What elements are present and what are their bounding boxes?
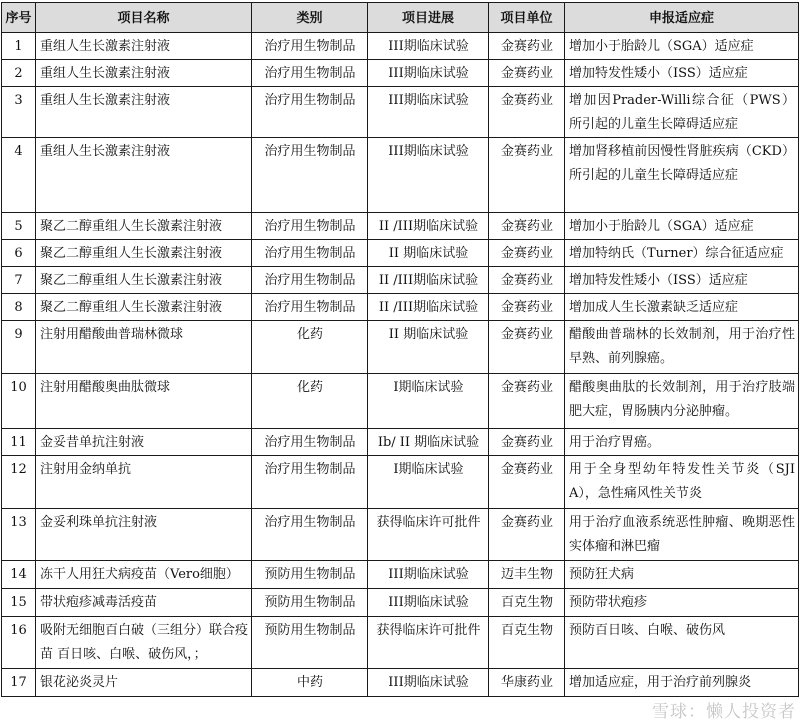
- cell-progress: III期临床试验: [368, 561, 489, 589]
- header-project-name: 项目名称: [36, 3, 252, 33]
- cell-indication: 用于治疗血液系统恶性肿瘤、晚期恶性实体瘤和淋巴瘤: [565, 509, 799, 561]
- table-header-row: [2, 3, 799, 33]
- table-row: [2, 240, 799, 267]
- cell-progress: III期临床试验: [368, 589, 489, 617]
- table-row: [2, 60, 799, 87]
- cell-progress: 获得临床许可批件: [368, 509, 489, 561]
- cell-progress: III期临床试验: [368, 87, 489, 138]
- cell-category: 治疗用生物制品: [252, 33, 368, 60]
- cell-progress: III期临床试验: [368, 60, 489, 87]
- cell-indication: 增加特发性矮小（ISS）适应症: [565, 267, 799, 294]
- cell-indication: 预防带状疱疹: [565, 589, 799, 617]
- cell-unit: 金赛药业: [489, 267, 565, 294]
- table-row: [2, 294, 799, 321]
- cell-indication: 增加特纳氏（Turner）综合征适应症: [565, 240, 799, 267]
- cell-unit: 金赛药业: [489, 374, 565, 429]
- cell-unit: 金赛药业: [489, 240, 565, 267]
- cell-progress: 获得临床许可批件: [368, 617, 489, 669]
- table-row: [2, 267, 799, 294]
- table-row: [2, 87, 799, 138]
- cell-unit: 金赛药业: [489, 429, 565, 456]
- cell-category: 预防用生物制品: [252, 617, 368, 669]
- cell-indication: 醋酸曲普瑞林的长效制剂，用于治疗性早熟、前列腺癌。: [565, 321, 799, 374]
- cell-progress: II /III期临床试验: [368, 213, 489, 240]
- cell-unit: 迈丰生物: [489, 561, 565, 589]
- cell-seq: 9: [2, 321, 36, 374]
- table-row: [2, 589, 799, 617]
- table-row: [2, 33, 799, 60]
- cell-indication: 增加小于胎龄儿（SGA）适应症: [565, 33, 799, 60]
- cell-category: 中药: [252, 669, 368, 697]
- cell-indication: 预防百日咳、白喉、破伤风: [565, 617, 799, 669]
- cell-seq: 16: [2, 617, 36, 669]
- cell-project-name: 冻干人用狂犬病疫苗（Vero细胞）: [36, 561, 252, 589]
- cell-unit: 金赛药业: [489, 321, 565, 374]
- cell-unit: 百克生物: [489, 589, 565, 617]
- table-row: [2, 509, 799, 561]
- cell-seq: 1: [2, 33, 36, 60]
- cell-project-name: 聚乙二醇重组人生长激素注射液: [36, 267, 252, 294]
- cell-project-name: 金妥利珠单抗注射液: [36, 509, 252, 561]
- table-row: [2, 429, 799, 456]
- cell-unit: 金赛药业: [489, 33, 565, 60]
- cell-project-name: 金妥昔单抗注射液: [36, 429, 252, 456]
- cell-project-name: 重组人生长激素注射液: [36, 138, 252, 213]
- cell-category: 治疗用生物制品: [252, 456, 368, 509]
- cell-indication: 增加特发性矮小（ISS）适应症: [565, 60, 799, 87]
- header-category: 类别: [252, 3, 368, 33]
- cell-seq: 15: [2, 589, 36, 617]
- cell-unit: 金赛药业: [489, 138, 565, 213]
- cell-seq: 4: [2, 138, 36, 213]
- table-row: [2, 617, 799, 669]
- cell-category: 化药: [252, 374, 368, 429]
- cell-category: 治疗用生物制品: [252, 87, 368, 138]
- cell-progress: II /III期临床试验: [368, 294, 489, 321]
- header-indication: 申报适应症: [565, 3, 799, 33]
- cell-project-name: 聚乙二醇重组人生长激素注射液: [36, 294, 252, 321]
- cell-indication: 用于治疗胃癌。: [565, 429, 799, 456]
- cell-seq: 14: [2, 561, 36, 589]
- cell-project-name: 银花泌炎灵片: [36, 669, 252, 697]
- cell-project-name: 注射用醋酸奥曲肽微球: [36, 374, 252, 429]
- cell-progress: III期临床试验: [368, 138, 489, 213]
- cell-seq: 12: [2, 456, 36, 509]
- cell-progress: III期临床试验: [368, 669, 489, 697]
- table-row: [2, 669, 799, 697]
- cell-progress: III期临床试验: [368, 33, 489, 60]
- cell-indication: 用于全身型幼年特发性关节炎（SJIA），急性痛风性关节炎: [565, 456, 799, 509]
- cell-progress: II 期临床试验: [368, 240, 489, 267]
- cell-category: 治疗用生物制品: [252, 429, 368, 456]
- cell-project-name: 聚乙二醇重组人生长激素注射液: [36, 213, 252, 240]
- cell-indication: 增加小于胎龄儿（SGA）适应症: [565, 213, 799, 240]
- cell-seq: 13: [2, 509, 36, 561]
- cell-seq: 3: [2, 87, 36, 138]
- cell-progress: Ib/ II 期临床试验: [368, 429, 489, 456]
- cell-category: 预防用生物制品: [252, 561, 368, 589]
- table-row: [2, 456, 799, 509]
- table-row: [2, 138, 799, 213]
- cell-unit: 金赛药业: [489, 294, 565, 321]
- cell-category: 治疗用生物制品: [252, 213, 368, 240]
- cell-unit: 百克生物: [489, 617, 565, 669]
- cell-category: 治疗用生物制品: [252, 509, 368, 561]
- header-progress: 项目进展: [368, 3, 489, 33]
- cell-progress: II 期临床试验: [368, 321, 489, 374]
- cell-indication: 增加适应症，用于治疗前列腺炎: [565, 669, 799, 697]
- header-seq: 序号: [2, 3, 36, 33]
- cell-unit: 金赛药业: [489, 60, 565, 87]
- cell-unit: 金赛药业: [489, 87, 565, 138]
- cell-unit: 金赛药业: [489, 509, 565, 561]
- cell-progress: I期临床试验: [368, 374, 489, 429]
- cell-project-name: 重组人生长激素注射液: [36, 33, 252, 60]
- cell-progress: II /III期临床试验: [368, 267, 489, 294]
- cell-unit: 金赛药业: [489, 456, 565, 509]
- cell-indication: 醋酸奥曲肽的长效制剂，用于治疗肢端肥大症，胃肠胰内分泌肿瘤。: [565, 374, 799, 429]
- cell-seq: 6: [2, 240, 36, 267]
- cell-progress: I期临床试验: [368, 456, 489, 509]
- cell-indication: 增加肾移植前因慢性肾脏疾病（CKD）所引起的儿童生长障碍适应症: [565, 138, 799, 213]
- cell-category: 治疗用生物制品: [252, 267, 368, 294]
- cell-seq: 8: [2, 294, 36, 321]
- cell-seq: 11: [2, 429, 36, 456]
- cell-indication: 增加成人生长激素缺乏适应症: [565, 294, 799, 321]
- cell-project-name: 吸附无细胞百白破（三组分）联合疫苗 百日咳、白喉、破伤风，；: [36, 617, 252, 669]
- cell-project-name: 带状疱疹减毒活疫苗: [36, 589, 252, 617]
- cell-category: 治疗用生物制品: [252, 240, 368, 267]
- cell-project-name: 重组人生长激素注射液: [36, 60, 252, 87]
- watermark: 雪球：懒人投资者: [652, 702, 796, 722]
- table-row: [2, 213, 799, 240]
- project-table: [1, 2, 799, 697]
- cell-seq: 17: [2, 669, 36, 697]
- table-row: [2, 374, 799, 429]
- cell-project-name: 注射用醋酸曲普瑞林微球: [36, 321, 252, 374]
- header-unit: 项目单位: [489, 3, 565, 33]
- table-row: [2, 561, 799, 589]
- cell-unit: 金赛药业: [489, 213, 565, 240]
- cell-category: 化药: [252, 321, 368, 374]
- cell-project-name: 注射用金纳单抗: [36, 456, 252, 509]
- cell-project-name: 重组人生长激素注射液: [36, 87, 252, 138]
- cell-category: 预防用生物制品: [252, 589, 368, 617]
- cell-category: 治疗用生物制品: [252, 60, 368, 87]
- cell-seq: 7: [2, 267, 36, 294]
- cell-category: 治疗用生物制品: [252, 138, 368, 213]
- cell-unit: 华康药业: [489, 669, 565, 697]
- cell-seq: 2: [2, 60, 36, 87]
- cell-category: 治疗用生物制品: [252, 294, 368, 321]
- cell-indication: 预防狂犬病: [565, 561, 799, 589]
- cell-seq: 5: [2, 213, 36, 240]
- table-row: [2, 321, 799, 374]
- cell-project-name: 聚乙二醇重组人生长激素注射液: [36, 240, 252, 267]
- cell-seq: 10: [2, 374, 36, 429]
- cell-indication: 增加因Prader-Willi综合征（PWS）所引起的儿童生长障碍适应症: [565, 87, 799, 138]
